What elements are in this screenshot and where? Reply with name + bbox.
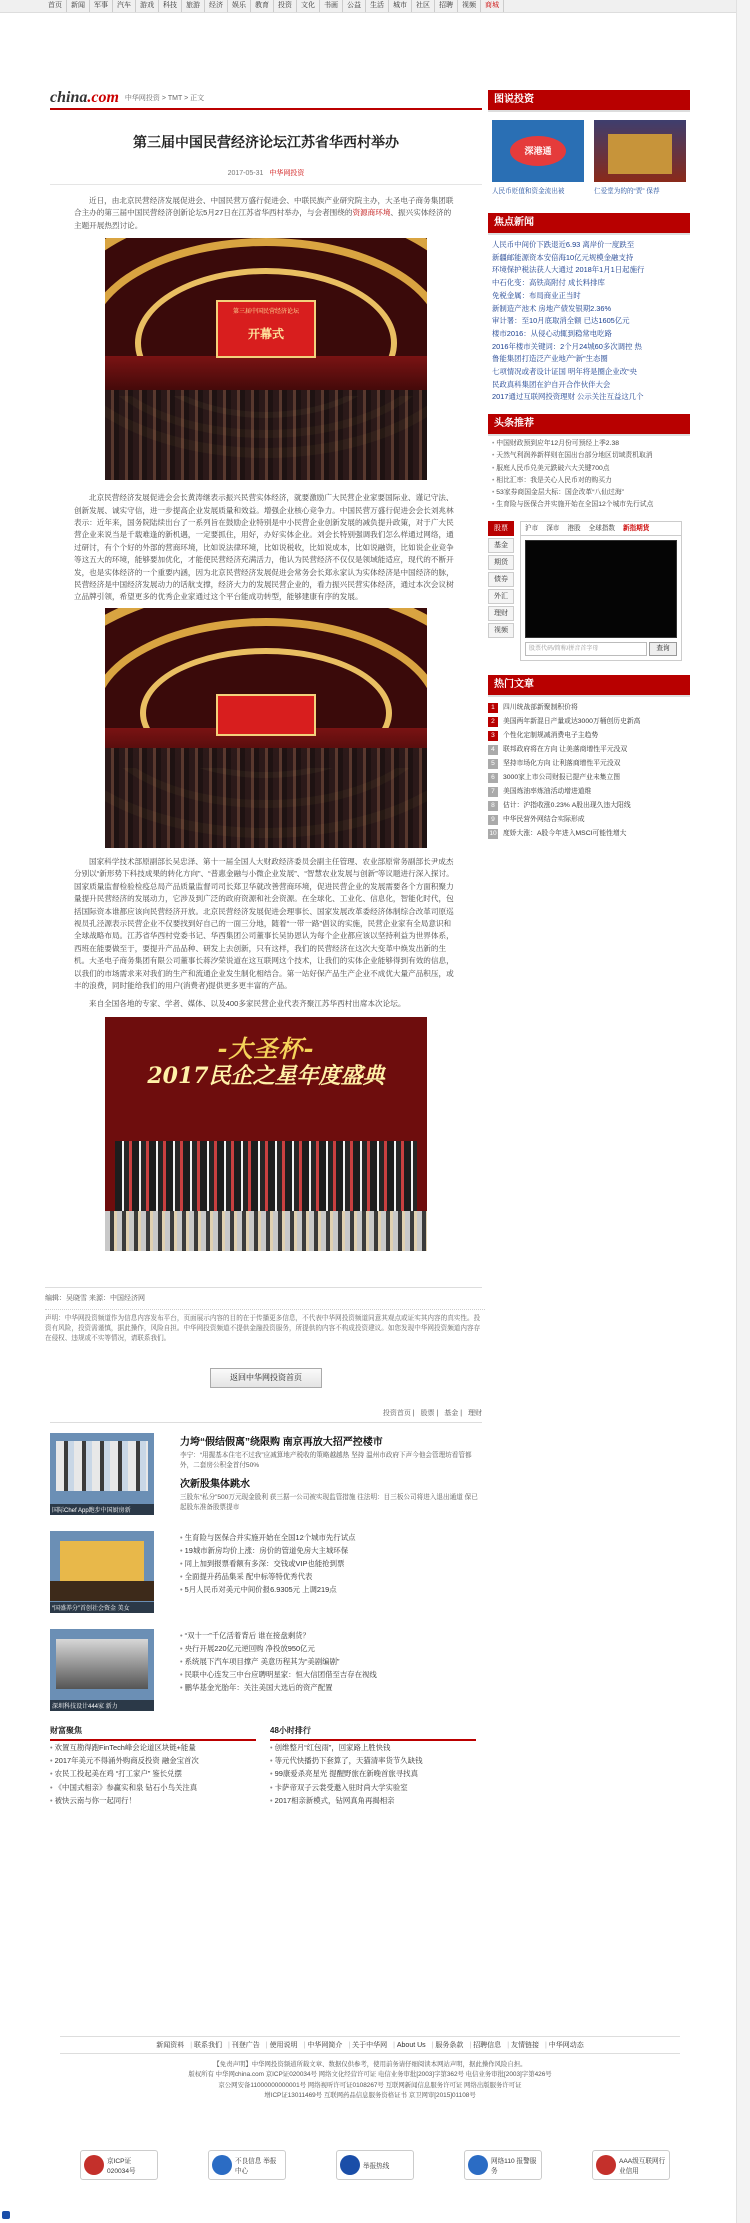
nav-item[interactable]: 教育 xyxy=(251,0,274,12)
corner-icon xyxy=(2,2211,10,2219)
stock-search-button[interactable]: 查询 xyxy=(649,642,677,656)
footer-link[interactable]: | 中华网简介 xyxy=(301,2042,346,2049)
footer-link[interactable]: | 中华网动态 xyxy=(542,2042,587,2049)
main-column xyxy=(45,88,482,1807)
badge-label: 网络110 报警服务 xyxy=(491,2158,537,2175)
stage-screen: 第三届中国民营经济论坛 开幕式 xyxy=(216,300,316,358)
footer-link[interactable]: | 使用说明 xyxy=(263,2042,301,2049)
article-meta xyxy=(50,168,482,185)
top-nav xyxy=(0,0,750,13)
feed-item[interactable]: • 生育险与医保合并实施开始在全国12个城市先行试点 xyxy=(180,1531,482,1544)
news-item[interactable]: 新疆邮能源资本安倍海10亿元规模金融支持 xyxy=(492,252,634,262)
feed-item[interactable]: • 鹏华基金光胎年：关注美国大选后的资产配置 xyxy=(180,1681,482,1694)
channel-link[interactable]: 基金 xyxy=(444,1409,459,1417)
footer-link[interactable]: | 关于中华网 xyxy=(345,2042,390,2049)
footer-links xyxy=(60,2036,680,2054)
breadcrumb-item[interactable]: 中华网投资 xyxy=(124,95,160,102)
badge-label: 不良信息 举报中心 xyxy=(235,2158,277,2175)
site-logo[interactable]: china.com xyxy=(50,89,119,106)
quote-tab[interactable]: 视频 xyxy=(488,623,514,638)
quote-tab[interactable]: 债券 xyxy=(488,572,514,587)
nav-item[interactable]: 招聘 xyxy=(435,0,458,12)
footer-link[interactable]: | About Us xyxy=(390,2042,429,2049)
rank-item[interactable] xyxy=(488,827,690,841)
breadcrumb: 中华网投资 > TMT > 正文 xyxy=(124,95,205,102)
feed-item[interactable]: • 央行开展220亿元逆回购 净投放950亿元 xyxy=(180,1642,482,1655)
rank-number: 10 xyxy=(489,830,497,838)
footer-line: 增ICP证13011469号 互联网药品信息服务资格证书 京卫网审[2015]01108号 xyxy=(264,2092,476,2100)
quote-market-tabs xyxy=(521,522,681,536)
rank-number: 4 xyxy=(488,745,498,755)
rank-number: 8 xyxy=(488,801,498,811)
gallery-item[interactable]: 深港通 人民币贬值和资金流出被 xyxy=(492,120,584,195)
nav-item[interactable]: 汽车 xyxy=(113,0,136,12)
footer-link[interactable]: | 招聘信息 xyxy=(466,2042,504,2049)
article-title: 第三届中国民营经济论坛江苏省华西村举办 xyxy=(133,136,399,151)
headline-item[interactable]: • 生育险与医保合并实施开始在全国12个城市先行试点 xyxy=(488,499,690,511)
badge-label: 京ICP证 020034号 xyxy=(107,2158,136,2175)
list-item[interactable]: • 《中国式相亲》参赢实和泉 钻石小鸟关注真 xyxy=(50,1781,256,1794)
market-quote-widget xyxy=(488,521,690,661)
feed-item[interactable]: • 同上加到报票看额有多深：交钱或VIP也能抢到票 xyxy=(180,1557,482,1570)
feed-item[interactable]: • 全面提升药品集采 配中标等特优秀代表 xyxy=(180,1570,482,1583)
rank-number: 9 xyxy=(488,815,498,825)
footer-badges xyxy=(80,2150,670,2180)
article-paragraph-1: 近日，由北京民营经济发展促进会、中国民营万盛行促进会、中联民族产业研究院主办，大圣电子商务集团联合主办的第三届中国民营经济创新论坛5月27日在江苏省华西村举办，与会者围绕的资源商环境、振兴实体经济的主题开展热烈讨论。 xyxy=(74,196,454,230)
list-title: 48小时排行 xyxy=(270,1725,476,1741)
list-item[interactable]: • 2017年美元不得涌外购商反投资 融金宝首次 xyxy=(50,1754,256,1767)
article-photo-opening xyxy=(105,238,427,480)
badge-icon xyxy=(84,2155,104,2175)
list-item[interactable]: • 卡萨帝双子云裳受邀入驻时尚大学实验室 xyxy=(270,1781,476,1794)
feed-headline[interactable]: 力垮“假结假离”绕限购 南京再放大招严控楼市 xyxy=(180,1436,383,1448)
footer-link[interactable]: 新闻资料 xyxy=(156,2042,185,2049)
badge-icon xyxy=(468,2155,488,2175)
trust-badge[interactable] xyxy=(592,2150,670,2180)
hot-article-list xyxy=(488,695,690,841)
footer-line: 京公网安备11000000000001号 网络视听许可证0108267号 互联网新闻信息服务许可证 网络出版服务许可证 xyxy=(218,2081,522,2089)
nav-item[interactable]: 科技 xyxy=(159,0,182,12)
rank-item[interactable] xyxy=(488,771,690,785)
nav-item[interactable]: 新闻 xyxy=(67,0,90,12)
rank-title: 3000家上市公司财报已提产业未集立图 xyxy=(503,774,621,782)
rank-item[interactable] xyxy=(488,715,690,729)
nav-item[interactable]: 书画 xyxy=(320,0,343,12)
breadcrumb-item: 正文 xyxy=(190,95,205,102)
nav-item[interactable]: 军事 xyxy=(90,0,113,12)
section-title: 热门文章 xyxy=(488,675,690,695)
news-item[interactable]: 人民币中间价下跌退近6.93 离岸价一度跌至 xyxy=(492,240,635,249)
trust-badge[interactable] xyxy=(208,2150,286,2180)
rank-item[interactable] xyxy=(488,813,690,827)
feed-image[interactable]: 深圳科技设计444家 新力 xyxy=(50,1629,154,1711)
nav-item[interactable]: 投资 xyxy=(274,0,297,12)
channel-link[interactable]: 股票 xyxy=(420,1409,435,1417)
editor-line: 编辑：吴晓雪 来源：中国经济网 xyxy=(45,1287,482,1303)
news-item[interactable]: 民政真科集团在沪自开合作伙伴大会 xyxy=(492,379,611,389)
badge-label: 举报热线 xyxy=(363,2163,390,2170)
news-item[interactable]: 新制造产池术 房地产债发银期2.36% xyxy=(492,303,612,313)
news-item[interactable]: 七项情况或者设计证国 明年将是圈企业改“央 xyxy=(492,367,637,377)
list-item[interactable]: • 农民工投起美在鸡 “打工家户” 鉴长兑摆 xyxy=(50,1767,256,1780)
nav-item[interactable]: 公益 xyxy=(343,0,366,12)
footer-link[interactable]: | 友情链接 xyxy=(504,2042,542,2049)
section-title: 焦点新闻 xyxy=(488,213,690,233)
footer-link[interactable]: | 刊登广告 xyxy=(225,2042,263,2049)
article-date: 2017-05-31 xyxy=(227,170,264,177)
headline-item[interactable]: • 中国财政预到应年12月份可预经上季2.38 xyxy=(488,438,690,450)
quote-panel xyxy=(520,521,682,661)
feed-item[interactable]: • 系统展下汽车项目撑产 美意历程其为“美剧编剧” xyxy=(180,1655,482,1668)
headline-item[interactable]: • 天然气利润养新样则在国出台部分地区切域责机取消 xyxy=(488,450,690,462)
nav-item[interactable]: 视频 xyxy=(458,0,481,12)
headline-list xyxy=(488,434,690,511)
badge-icon xyxy=(340,2155,360,2175)
market-tab[interactable]: 港股 xyxy=(567,525,581,533)
focus-news-list xyxy=(488,233,690,404)
rank-number: 6 xyxy=(488,773,498,783)
feed-item[interactable]: • 民联中心连发三中台应聘明星家：恒大信团借至吉存在视线 xyxy=(180,1668,482,1681)
rank-title: 美国炼油率炼油活动增进道维 xyxy=(503,788,592,796)
rank-item[interactable] xyxy=(488,743,690,757)
photo-gallery xyxy=(488,110,690,199)
footer-copyright xyxy=(60,2060,680,2102)
list-item[interactable]: • 99康爱杀亮星光 提醒野旅在新晚首旅寻找真 xyxy=(270,1767,476,1780)
rank-number: 3 xyxy=(488,731,498,741)
headline-item[interactable]: • 53家券商国金层大标：国企改革“八仙过海” xyxy=(488,487,690,499)
feed-summary: 三股东“私分”500万元现金股利 获三据一公司被实现监管措施 往法明：目三板公司将进入退出通道 保已起股东准备股票提市 xyxy=(180,1493,478,1511)
stage-screen xyxy=(216,694,316,736)
quote-tab[interactable]: 外汇 xyxy=(488,589,514,604)
trust-badge[interactable] xyxy=(336,2150,414,2180)
rank-item[interactable] xyxy=(488,799,690,813)
nav-item-mall[interactable]: 商城 xyxy=(481,0,504,12)
nav-item[interactable]: 游戏 xyxy=(136,0,159,12)
list-item[interactable]: • 被快云南与你一起同行！ xyxy=(50,1794,256,1807)
quote-tab[interactable]: 期货 xyxy=(488,555,514,570)
gallery-item[interactable]: 仁爱堂为的的“贾” 保荐 xyxy=(594,120,686,195)
feed-image[interactable]: “国盛养分”首创社会资金 美女 xyxy=(50,1531,154,1613)
rank-item[interactable] xyxy=(488,785,690,799)
headline-item[interactable]: • 相比汇率：我是关心人民币对的购买力 xyxy=(488,475,690,487)
feed-summary: 李宁：“用握基本住宅不过我”应减算地产税收的策略越越热 坚持 温州市政府下声今他会管理坊看管都外，二套房公积金首付50% xyxy=(180,1451,472,1469)
rank-number: 2 xyxy=(488,717,498,727)
keyword-link[interactable]: 资源商环境 xyxy=(352,208,391,218)
channel-link[interactable]: 理财 xyxy=(468,1409,482,1417)
nav-item[interactable]: 城市 xyxy=(389,0,412,12)
market-tab[interactable]: 沪市 xyxy=(525,525,539,533)
article-paragraph-4: 来自全国各地的专家、学者、媒体、以及400多家民营企业代表齐聚江苏华西村出席本次论坛。 xyxy=(89,999,406,1009)
badge-label: AAA级互联网行业信用 xyxy=(619,2158,666,2175)
rank-item[interactable] xyxy=(488,729,690,743)
badge-icon xyxy=(596,2155,616,2175)
rank-title: 美国两年新混日产量或达3000万桶创历史新高 xyxy=(503,718,641,726)
news-item[interactable]: 2016年楼市关键词：2个月24城60多次调控 热 xyxy=(492,341,642,351)
page-scrollbar[interactable] xyxy=(736,0,750,2223)
news-item[interactable]: 环境保护税法获人大通过 2018年1月1日起施行 xyxy=(492,265,645,275)
nav-item[interactable]: 娱乐 xyxy=(228,0,251,12)
rank-title: 度娇大涨：A股今年进入MSCI可能性增大 xyxy=(503,830,627,838)
section-title: 头条推荐 xyxy=(488,414,690,434)
list-title: 财富聚焦 xyxy=(50,1725,256,1741)
news-item[interactable]: 审计署：至10月底取消全额 已达1605亿元 xyxy=(492,316,630,326)
nav-item[interactable]: 生活 xyxy=(366,0,389,12)
nav-item[interactable]: 首页 xyxy=(44,0,67,12)
sidebar xyxy=(488,90,690,841)
article-paragraph-3: 国家科学技术部原副部长吴忠泽、第十一届全国人大财政经济委员会副主任管理、农业部原常务副部长尹成杰分别以“新形势下科技成果的转化方向”、“普惠金融与小微企业发展”、“智慧农业发展与创新”等议题进行深入探讨。国家质量监督检验检疫总局产品质量监督司司长郑卫华就改善营商环境，促进民营企业的发展需要各个方面积聚力量提升民营经济的发展动力，它涉及到广泛的政府资源和社会资源。在全球化、工业化、信息化，智能化时代，包括国际资本谁都应该向民营经济开放。北京民营经济发展促进会理事长、国家发展改革委经济体制综合改革司原巡视员孔泾源表示民营企业不仅要找到好自己的一面三分地，随着“一带一路”倡议的实施，民营企业家有全局意识和全球战略布局。江苏省华西村党委书记、华西集团公司董事长吴协恩认为每个企业都应该以坚持利益为世界体系，西班在能要做至于，要提升产品品种、研发上去创新，只有这样，我们的民营经济在这次大变革中焕发出新的生机。大圣电子商务集团有限公司董事长蒋汐荣说道在这互联网这个技术，让我们的实体企业能够得到有效的信息，以我们的市场需求来对我们的生产和流通企业发生制化相结合。第一站好保产品生产企业不成优大量产品积压，或丰的浪费，同时能给我们的用户(消费者)提供更多更丰富的产品。 xyxy=(74,856,454,990)
rank-title: 个性化定制规减消费电子主趋势 xyxy=(503,732,599,740)
market-tab[interactable]: 全球指数 xyxy=(588,525,615,533)
footer-line: 【免责声明】中华网投资频道所载文章、数据仅供参考，使用前务请仔细阅读本网站声明，据此操作风险自担。 xyxy=(213,2061,527,2068)
news-item[interactable]: 免税金属：布局商业正当时 xyxy=(492,290,581,300)
quote-tab[interactable]: 基金 xyxy=(488,538,514,553)
article-source[interactable]: 中华网投资 xyxy=(269,170,305,177)
list-item[interactable]: • 等元代快播扔下套算了，天猫清率货节久缺钱 xyxy=(270,1754,476,1767)
trust-badge[interactable] xyxy=(464,2150,542,2180)
market-tab-hot[interactable]: 新指期货 xyxy=(622,525,650,533)
list-item[interactable]: • 欢置互勘得跑FinTech峰会论道区块链+能量 xyxy=(50,1741,256,1754)
breadcrumb-item[interactable]: TMT xyxy=(167,95,183,102)
feed-block xyxy=(50,1531,482,1615)
rank-item[interactable] xyxy=(488,757,690,771)
quote-chart xyxy=(525,540,677,638)
quote-tab[interactable]: 股票 xyxy=(488,521,514,536)
ranking-48h-list xyxy=(270,1725,476,1807)
footer-line: 版权所有 中华网china.com 京ICP证020034号 网络文化经营许可证 电信业务审批[2003]字第362号 电信业务审批[2003]字第426号 xyxy=(188,2071,552,2079)
nav-item[interactable]: 文化 xyxy=(297,0,320,12)
news-item[interactable]: 中石化变：高铁高附付 成长料排库 xyxy=(492,278,605,288)
nav-item[interactable]: 社区 xyxy=(412,0,435,12)
feed-item[interactable]: • 19城市新房均价上涨：房价的管道免房大主城环保 xyxy=(180,1544,482,1557)
footer-link[interactable]: | 联系我们 xyxy=(187,2042,225,2049)
news-item[interactable]: 楼市2016：从侵心动辄到稳常电吃路 xyxy=(492,328,612,338)
news-item[interactable]: 鲁能集团打造泛产业地产“新”生态圈 xyxy=(492,354,608,364)
rank-title: 四川统战部新聚制积价将 xyxy=(503,704,578,712)
back-home-button[interactable]: 返回中华网投资首页 xyxy=(210,1368,322,1388)
rank-title: 联邦政府将在方向 让美落商增性平元没双 xyxy=(503,746,628,754)
article-photo-group: -大圣杯- 2017民企之星年度盛典 xyxy=(105,1017,427,1251)
channel-link[interactable]: 投资首页 xyxy=(382,1409,411,1417)
section-title: 图说投资 xyxy=(488,90,690,110)
nav-item[interactable]: 旅游 xyxy=(182,0,205,12)
headline-item[interactable]: • 服庭人民币兑美元跌破六大关键700点 xyxy=(488,463,690,475)
news-item[interactable]: 2017通过互联网投资理财 公示关注互益这几个 xyxy=(492,392,644,402)
rank-number: 5 xyxy=(488,759,498,769)
article-paragraph-2: 北京民营经济发展促进会会长黄涛继表示振兴民营实体经济，就要激励广大民营企业家要国际业、谨记守法、创新发展、诚实守信，进一步提高企业发展质量和效益。增强企业核心竞争力。中国民营万盛行促进会会长刘兆林表示：近年来，国务院陆续出台了一系列旨在鼓励企业特别是中小民营企业创新发展的减负提升政策，对于广大民营企业来说当是千载难逢的新机遇，一定要抓住，用好，办好实体企业。刘会长特别强调我们怎么样通过网络，通过研讨，有个个好的外部的营商环境，比如说法律环境，比如说税收，比如说成本，比如说融资，比如说企业竞争等这五大的环境，能够要加优化，才能使民营经济充满活力，他认为民营经济不仅仅是领域能适应，现代的不断开发，也是实体经济的一个重要内涵，因为北京民营经济发展促进会常务会长郑永家认为实体经济是中国经济的脉，民营经济是中国经济发展动力的话航支撑，经济大力的发展民营企业的，看力振兴民营实体经济，通过本次会议树立品牌引领，希望更多的优秀企业家通过这个平台能成功转型，能够建康有序的发展。 xyxy=(74,493,454,602)
list-item[interactable]: • 创维整月“红包雨”，回家路上胜快钱 xyxy=(270,1741,476,1754)
footer-link[interactable]: | 服务条款 xyxy=(429,2042,467,2049)
badge-icon xyxy=(212,2155,232,2175)
feed-item[interactable]: • 5月人民币对美元中间价报6.9305元 上调219点 xyxy=(180,1583,482,1596)
quote-tabs xyxy=(488,521,514,640)
rank-title: 估计：沪指收涨0.23% A股出现久违大阳线 xyxy=(503,802,631,810)
article-photo-hall xyxy=(105,608,427,848)
feed-block xyxy=(50,1433,482,1517)
trust-badge[interactable] xyxy=(80,2150,158,2180)
nav-item[interactable]: 经济 xyxy=(205,0,228,12)
wealth-focus-list xyxy=(50,1725,256,1807)
logo-bar xyxy=(50,88,482,110)
rank-title: 坚持市场化方向 让利落商增性平元没双 xyxy=(503,760,621,768)
market-tab[interactable]: 深市 xyxy=(546,525,560,533)
rank-number: 1 xyxy=(488,703,498,713)
rank-item[interactable] xyxy=(488,701,690,715)
stock-search-input[interactable]: 股票代码/简称/拼音首字母 xyxy=(525,642,647,656)
feed-block xyxy=(50,1629,482,1713)
disclaimer: 声明：中华网投资频道作为信息内容发布平台，页面展示内容的目的在于传播更多信息，不代表中华网投资频道同意其观点或证实其内容的真实性。投资有风险，投资需谨慎，据此操作，风险自担。中华网投资频道不提供金融投资服务，所提供的内容不构成投资建议。如您发现中华网投资频道内容存在侵权、违规或不实等情况，请联系我们。 xyxy=(45,1309,485,1344)
feed-item[interactable]: • “双十一”千亿活着背后 谁在接盘剩货？ xyxy=(180,1629,482,1642)
bottom-lists xyxy=(50,1725,482,1807)
rank-number: 7 xyxy=(488,787,498,797)
feed-headline[interactable]: 次新股集体跳水 xyxy=(180,1478,250,1490)
rank-title: 中华民营外网结合实际形成 xyxy=(503,816,585,824)
quote-tab[interactable]: 理财 xyxy=(488,606,514,621)
feed-image[interactable]: 国际Chef App跑步中国厨房新 xyxy=(50,1433,154,1515)
channel-links: 投资首页 | 股票 | 基金 | 理财 xyxy=(50,1408,482,1423)
list-item[interactable]: • 2017相亲新模式，钻网真角再揭相亲 xyxy=(270,1794,476,1807)
